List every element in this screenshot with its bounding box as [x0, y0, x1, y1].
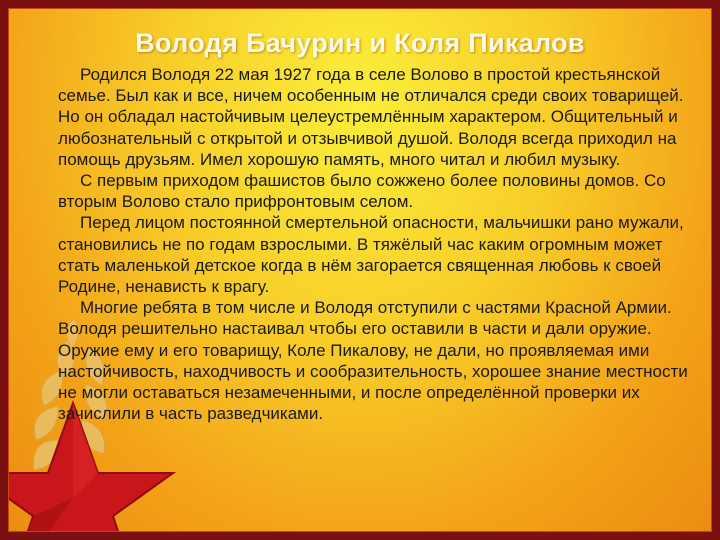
slide-border — [8, 8, 712, 532]
slide-title: Володя Бачурин и Коля Пикалов — [135, 28, 585, 58]
paragraph-2: С первым приходом фашистов было сожжено более половины домов. Со вторым Волово стало прифронтовым селом. — [58, 171, 666, 212]
paragraph-4: Многие ребята в том числе и Володя отступили с частями Красной Армии. Володя решительно настаивал чтобы его оставили в части и дали оружие. Оружие ему и его товарищу, Коле Пикалову, не дали, но проявляемая ими настойчивость, находчивость и сообразительность, хорошее знание местности не могли оставаться незамеченными, и после определённой проверки их зачислили в часть разведчиками. — [58, 298, 688, 424]
slide — [8, 8, 712, 532]
paragraph-1: Родился Володя 22 мая 1927 года в селе Волово в простой крестьянской семье. Был как и все, ничем особенным не отличался среди своих товарищей. Но он обладал настойчивым целеустремлённым характером. Общительный и любознательный с открытой и отзывчивой душой. Володя всегда приходил на помощь друзьям. Имел хорошую память, много читал и любил музыку. — [58, 65, 684, 169]
paragraph-3: Перед лицом постоянной смертельной опасности, мальчишки рано мужали, становились не по годам взрослыми. В тяжёлый час каким огромным может стать маленькой детское когда в нём загорается священная любовь к своей Родине, ненависть к врагу. — [58, 213, 684, 297]
